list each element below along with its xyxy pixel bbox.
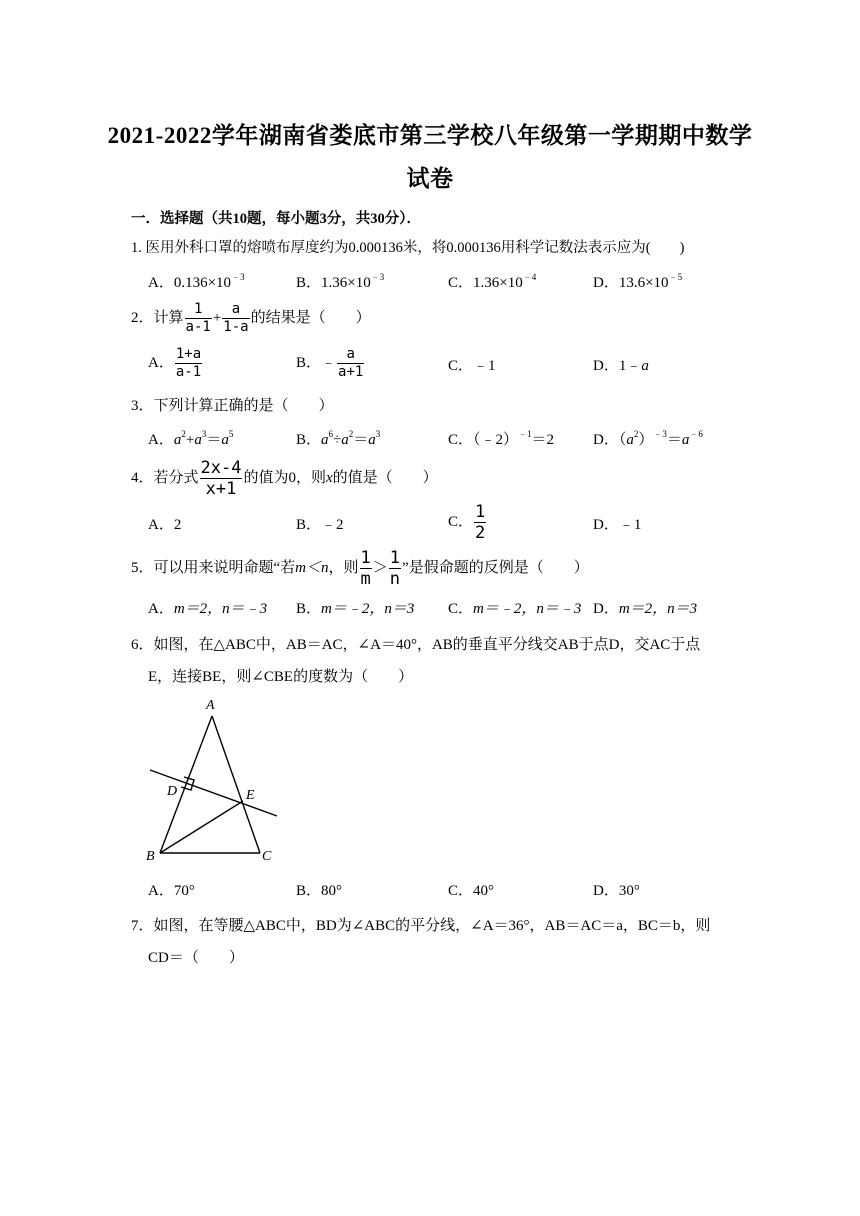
question-6-line2: E，连接BE，则∠CBE的度数为（ ） [148, 669, 414, 685]
q5-fraction-1: $\frac{1}{m}$ [360, 548, 371, 589]
label-b: B [146, 849, 155, 864]
q4-fraction: $\frac{2x-4}{x+1}$ [200, 458, 242, 499]
label-a: A [206, 698, 215, 713]
q5-option-d: D．m＝2，n＝3 [593, 601, 698, 617]
q5-option-c: C．m＝﹣2，n＝﹣3 [448, 601, 582, 617]
q2-option-c: C．﹣1 [448, 358, 496, 374]
side-ac [212, 716, 260, 853]
section-heading: 一．选择题（共10题，每小题3分，共30分）． [131, 211, 421, 227]
q4-option-d: D．﹣1 [593, 517, 642, 533]
q3-option-d: D．$(a^2)^{﹣3}=a^{﹣6}$ [593, 429, 703, 448]
q1-option-d: D．$13.6\times 10^{﹣5}$ [593, 272, 683, 291]
q3-option-b: B．$a^6\div a^2=a^3$ [296, 429, 381, 448]
question-1-text: 1. 医用外科口罩的熔喷布厚度约为0.000136米，将0.000136用科学记数法表示应为( ) [131, 240, 685, 256]
segment-be [160, 801, 243, 853]
q4-option-c: C． $\frac{1}{2}$ [448, 502, 486, 543]
q1-option-b: B．$1.36\times 10^{﹣3}$ [296, 272, 385, 291]
q2-fraction-2: $\frac{a}{1-a}$ [223, 301, 249, 335]
q5-option-a: A．m＝2，n＝﹣3 [148, 601, 268, 617]
q6-option-b: B．80° [296, 883, 343, 899]
label-e: E [246, 788, 255, 803]
question-7-line1: 7．如图，在等腰△ABC中，BD为∠ABC的平分线，∠A＝36°，AB＝AC＝a，BC＝b，则 [131, 918, 711, 934]
question-7-line2: CD＝（ ） [148, 950, 244, 966]
q5-option-b: B．m＝﹣2，n＝3 [296, 601, 415, 617]
question-2-text: 2．计算 $\frac{1}{a-1}$ + $\frac{a}{1-a}$ 的结果是（ ） [131, 301, 371, 335]
q3-option-a: A．$a^2+a^3=a^5$ [148, 429, 234, 448]
label-d: D [167, 784, 178, 799]
label-c: C [262, 849, 272, 864]
q3-option-c: C．（﹣2）$^{﹣1}$＝2 [448, 429, 555, 448]
q2-fraction-1: $\frac{1}{a-1}$ [185, 301, 211, 335]
q2-option-d: D．1﹣a [593, 358, 649, 374]
q1-option-c: C．$1.36\times 10^{﹣4}$ [448, 272, 537, 291]
page-title-line2: 试卷 [406, 166, 454, 191]
q2-option-a: A． $\frac{1+a}{a-1}$ [148, 346, 202, 380]
question-5-text: 5．可以用来说明命题“若m＜n，则 $\frac{1}{m}$ ＞ $\frac{1}{n}$ ”是假命题的反例是（ ） [131, 548, 589, 589]
triangle-figure [140, 690, 290, 870]
q4-option-b: B．﹣2 [296, 517, 344, 533]
question-6-line1: 6．如图，在△ABC中，AB＝AC，∠A＝40°，AB的垂直平分线交AB于点D，交AC于点 [131, 637, 701, 653]
q6-option-a: A．70° [148, 883, 195, 899]
q5-fraction-2: $\frac{1}{n}$ [389, 548, 401, 589]
question-4-text: 4．若分式 $\frac{2x-4}{x+1}$ 的值为0，则x的值是（ ） [131, 458, 438, 499]
q1-option-a: A．$0.136\times 10^{﹣3}$ [148, 272, 245, 291]
q6-option-c: C．40° [448, 883, 495, 899]
page-title-line1: 2021-2022学年湖南省娄底市第三学校八年级第一学期期中数学 [107, 123, 753, 148]
question-3-text: 3．下列计算正确的是（ ） [131, 398, 334, 414]
q4-option-a: A．2 [148, 517, 182, 533]
q6-option-d: D．30° [593, 883, 640, 899]
q2-option-b: B．﹣ $\frac{a}{a+1}$ [296, 346, 364, 380]
